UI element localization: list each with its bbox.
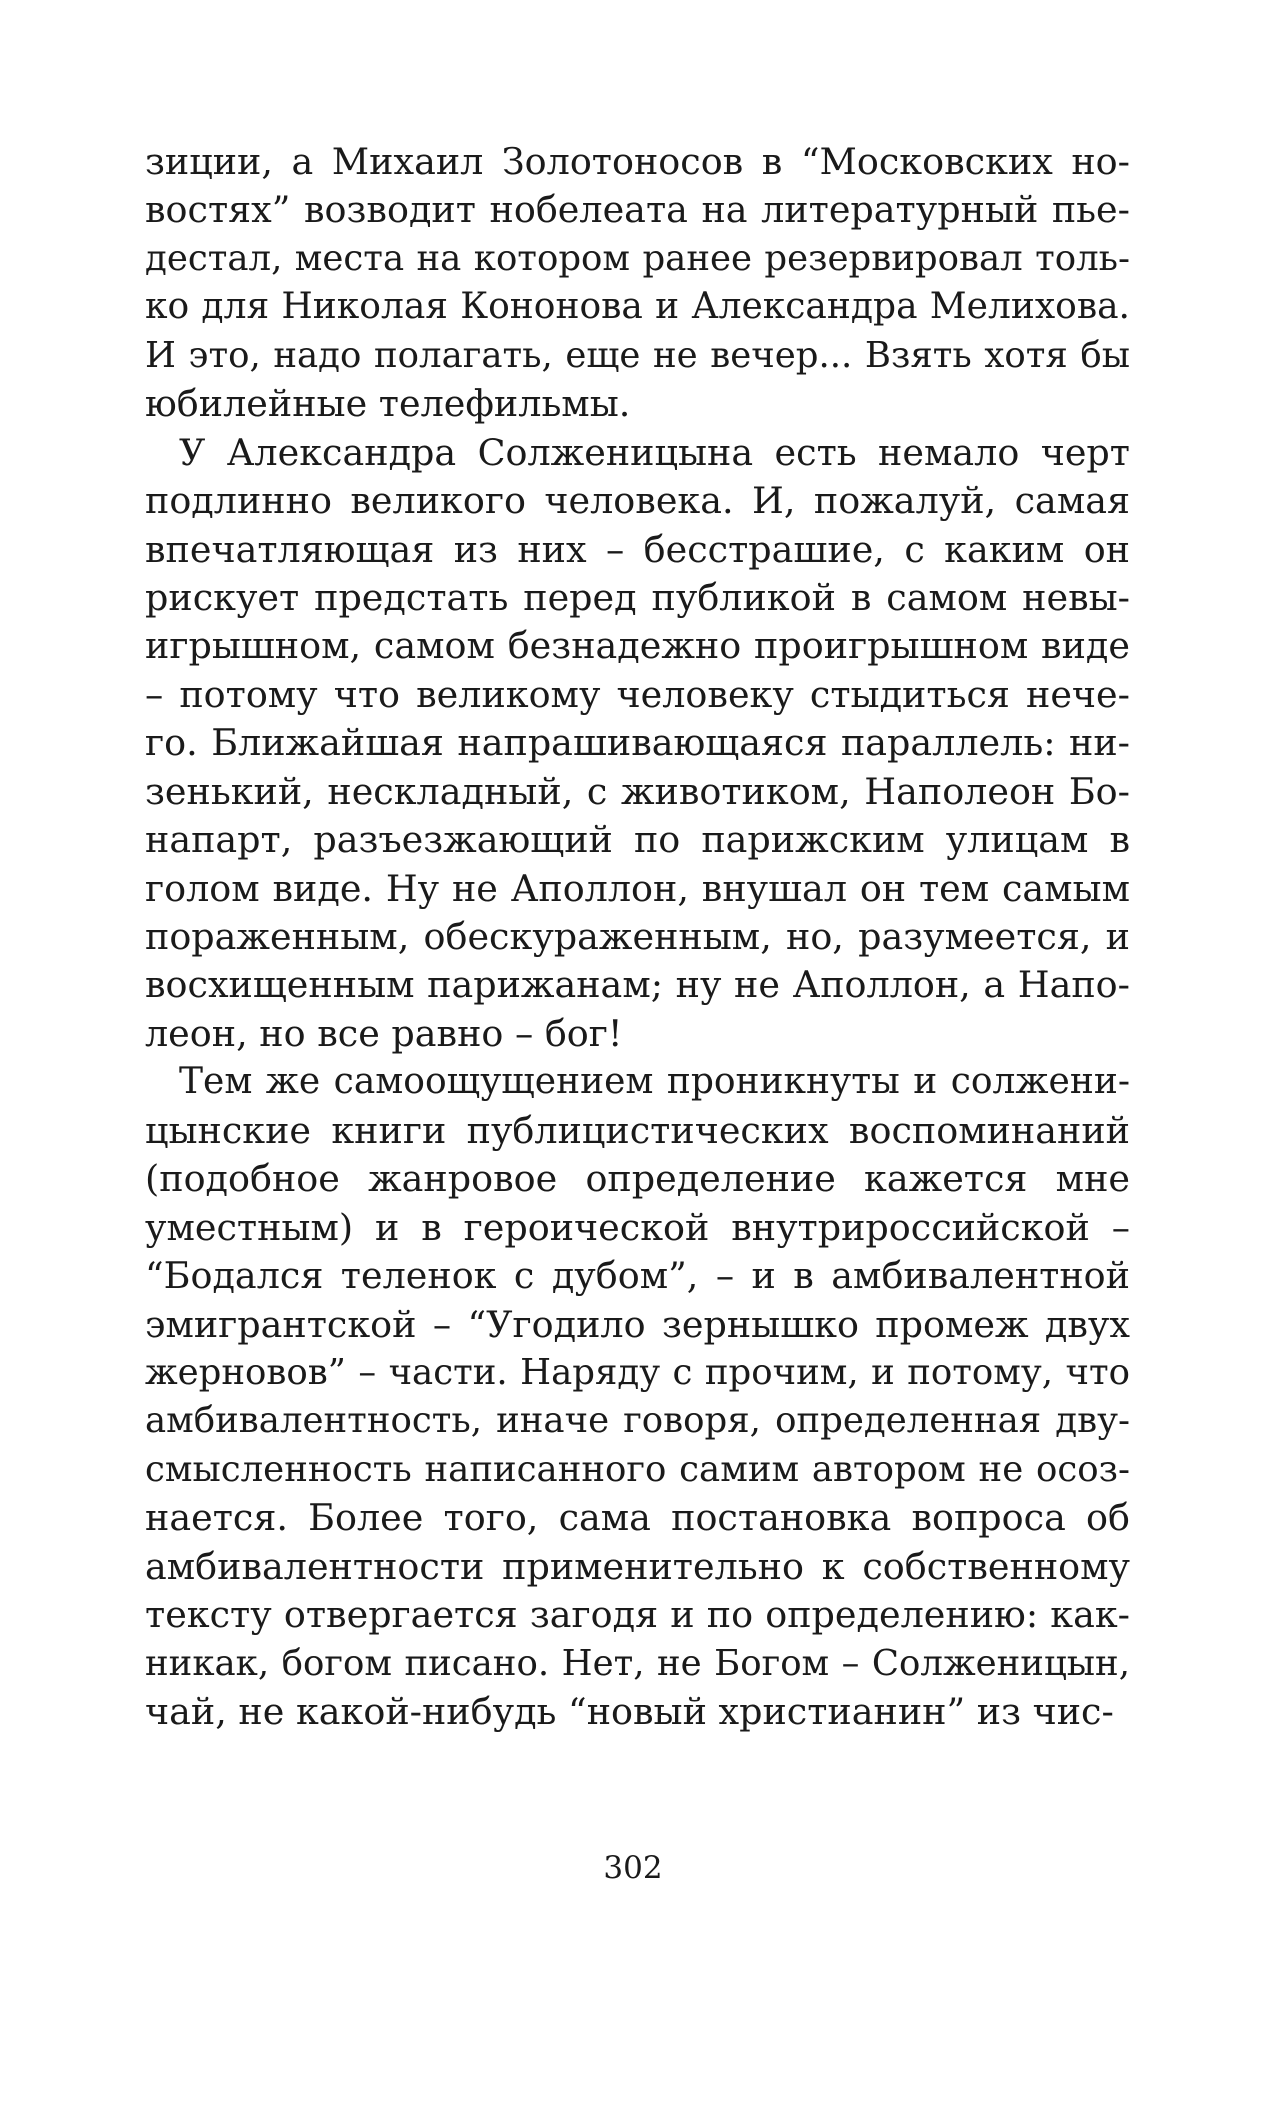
text-line: восхищенным парижанам; ну не Аполлон, а Напо- [145,963,1130,1007]
text-line: У Александра Солженицына есть немало черт [179,430,1130,474]
paragraph [145,429,1130,1059]
text-line: подлинно великого человека. И, пожалуй, самая [145,479,1130,523]
text-line: чай, не какой-нибудь “новый христианин” из чис- [145,1690,1114,1733]
text-line: пораженным, обескураженным, но, разумеется, и [145,915,1130,958]
text-line: юбилейные телефильмы. [145,382,631,426]
text-line: го. Ближайшая напрашивающаяся параллель: ни- [145,721,1130,765]
text-line: напарт, разъезжающий по парижским улицам в [145,818,1130,862]
text-line: И это, надо полагать, еще не вечер... Взять хотя бы [145,334,1130,376]
text-line: зиции, а Михаил Золотоносов в “Московских но- [145,140,1130,183]
text-line: Тем же самоощущением проникнуты и солжени- [179,1061,1130,1103]
text-line: никак, богом писано. Нет, не Богом – Солженицын, [145,1642,1130,1684]
paragraph [145,138,1130,429]
text-line: дестал, места на котором ранее резервировал толь- [145,237,1130,279]
text-line: (подобное жанровое определение кажется мне [145,1157,1130,1201]
text-line: тексту отвергается загодя и по определению: как- [145,1593,1130,1637]
text-line: – потому что великому человеку стыдиться нече- [145,672,1130,716]
text-line: “Бодался теленок с дубом”, – и в амбивалентной [145,1254,1130,1298]
text-line: зенький, нескладный, с животиком, Наполеон Бо- [145,769,1130,813]
text-line: рискует предстать перед публикой в самом невы- [145,575,1130,619]
text-line: амбивалентности применительно к собственному [145,1544,1130,1588]
page-number: 302 [603,1850,663,1886]
text-line: востях” возводит нобелеата на литературный пье- [145,188,1130,232]
paragraph [145,1058,1130,1736]
text-line: ко для Николая Кононова и Александра Мелихова. [145,286,1130,328]
text-line: смысленность написанного самим автором не осоз- [145,1448,1130,1490]
text-line: жерновов” – части. Наряду с прочим, и потому, что [145,1351,1130,1393]
text-line: голом виде. Ну не Аполлон, внушал он тем самым [145,866,1130,910]
text-line: впечатляющая из них – бесстрашие, с каким он [145,527,1130,571]
text-line: игрышном, самом безнадежно проигрышном виде [145,624,1130,668]
text-line: уместным) и в героической внутрироссийской – [145,1205,1130,1249]
text-line: нается. Более того, сама постановка вопроса об [145,1496,1130,1540]
text-line: эмигрантской – “Угодило зернышко промеж двух [145,1302,1130,1346]
body-text [145,138,1130,1736]
text-line: леон, но все равно – бог! [145,1011,623,1055]
text-line: амбивалентность, иначе говоря, определенная дву- [145,1400,1130,1442]
text-line: цынские книги публицистических воспоминаний [145,1108,1130,1152]
